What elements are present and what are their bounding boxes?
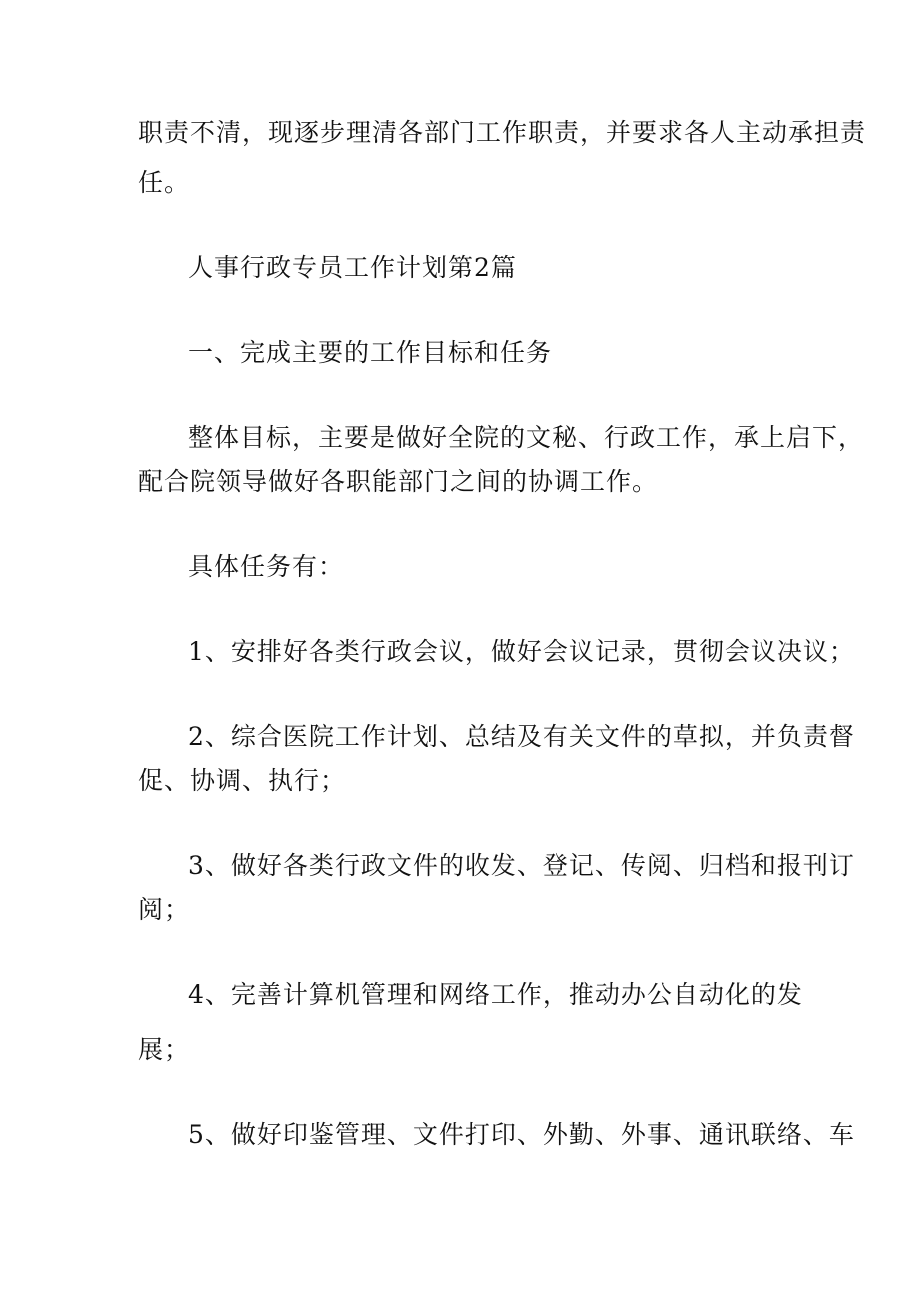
- text-line-2: 任。: [138, 168, 191, 197]
- text-line-5: 整体目标，主要是做好全院的文秘、行政工作，承上启下，: [188, 423, 865, 452]
- list-item-4: 4、完善计算机管理和网络工作，推动办公自动化的发: [188, 980, 803, 1009]
- list-item-4-cont: 展；: [138, 1035, 191, 1064]
- list-item-1: 1、安排好各类行政会议，做好会议记录，贯彻会议决议；: [188, 637, 855, 666]
- text-line-6: 配合院领导做好各职能部门之间的协调工作。: [138, 467, 659, 496]
- list-item-3-cont: 阅；: [138, 895, 191, 924]
- text-line-7: 具体任务有：: [188, 552, 345, 581]
- section-title: 人事行政专员工作计划第2篇: [188, 253, 517, 282]
- list-item-3: 3、做好各类行政文件的收发、登记、传阅、归档和报刊订: [188, 851, 855, 880]
- text-line-1: 职责不清，现逐步理清各部门工作职责，并要求各人主动承担责: [138, 118, 867, 147]
- list-item-5: 5、做好印鉴管理、文件打印、外勤、外事、通讯联络、车: [188, 1120, 855, 1149]
- list-item-2: 2、综合医院工作计划、总结及有关文件的草拟，并负责督: [188, 722, 855, 751]
- list-item-2-cont: 促、协调、执行；: [138, 766, 347, 795]
- section-heading: 一、完成主要的工作目标和任务: [188, 338, 553, 367]
